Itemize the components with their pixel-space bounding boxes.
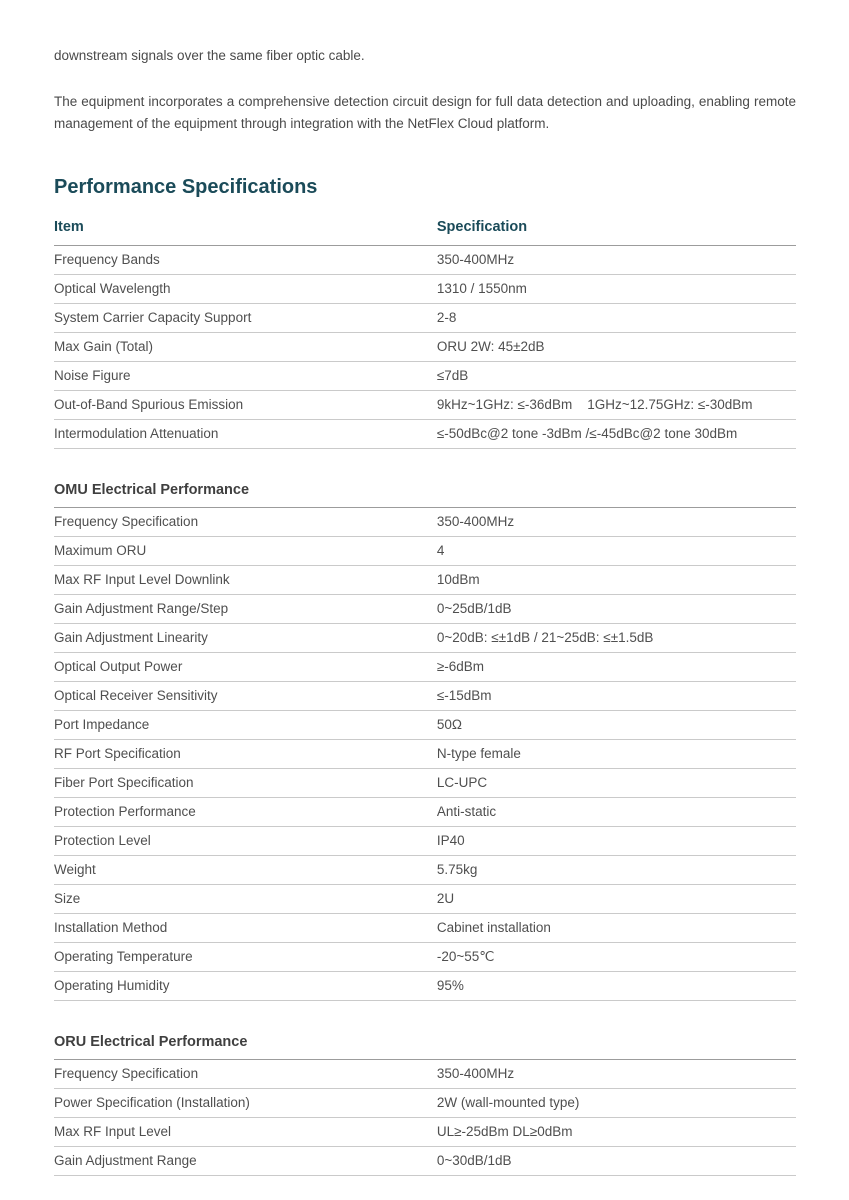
table-row <box>54 1118 796 1147</box>
spec-cell: Cabinet installation <box>437 914 796 943</box>
item-cell: RF Port Specification <box>54 740 437 769</box>
table-row <box>54 537 796 566</box>
table-row <box>54 566 796 595</box>
item-cell: Noise Figure <box>54 362 437 391</box>
table-row <box>54 304 796 333</box>
performance-spec-table <box>54 213 796 449</box>
table-row <box>54 1060 796 1089</box>
item-cell: Protection Performance <box>54 798 437 827</box>
table-row <box>54 711 796 740</box>
spec-cell: LC-UPC <box>437 769 796 798</box>
spec-cell: UL≥-25dBm DL≥0dBm <box>437 1118 796 1147</box>
specification-column-header: Specification <box>437 213 796 246</box>
spec-cell: ≤7dB <box>437 362 796 391</box>
item-cell: Frequency Specification <box>54 1060 437 1089</box>
table-row <box>54 740 796 769</box>
table-row <box>54 798 796 827</box>
spec-cell: ≥-6dBm <box>437 653 796 682</box>
table-row <box>54 1089 796 1118</box>
table-row <box>54 769 796 798</box>
spec-cell: -20~55℃ <box>437 943 796 972</box>
table-row <box>54 362 796 391</box>
item-cell: Power Specification (Installation) <box>54 1089 437 1118</box>
spec-cell: 2-8 <box>437 304 796 333</box>
item-cell: Frequency Bands <box>54 246 437 275</box>
item-cell: Max RF Input Level <box>54 1118 437 1147</box>
table-row <box>54 856 796 885</box>
item-cell: Weight <box>54 856 437 885</box>
spec-cell: 0~20dB: ≤±1dB / 21~25dB: ≤±1.5dB <box>437 624 796 653</box>
item-cell: Intermodulation Attenuation <box>54 420 437 449</box>
spec-cell: 2W (wall-mounted type) <box>437 1089 796 1118</box>
item-cell: Gain Adjustment Range/Step <box>54 595 437 624</box>
item-cell: Protection Level <box>54 827 437 856</box>
spec-cell: N-type female <box>437 740 796 769</box>
table-row <box>54 827 796 856</box>
intro-paragraph: The equipment incorporates a comprehensive detection circuit design for full data detection and uploading, enabling remote management of the equipment through integration with the NetFlex Cloud platform. <box>54 94 796 131</box>
item-cell: Installation Method <box>54 914 437 943</box>
table-row <box>54 943 796 972</box>
item-cell: Frequency Specification <box>54 508 437 537</box>
spec-cell: 50Ω <box>437 711 796 740</box>
spec-cell: 2U <box>437 885 796 914</box>
spec-cell: 9kHz~1GHz: ≤-36dBm 1GHz~12.75GHz: ≤-30dBm <box>437 391 796 420</box>
omu-spec-table <box>54 508 796 1001</box>
oru-section-title: ORU Electrical Performance <box>54 1001 796 1060</box>
item-cell: Optical Output Power <box>54 653 437 682</box>
item-cell: Max Gain (Total) <box>54 333 437 362</box>
item-cell: Gain Adjustment Linearity <box>54 624 437 653</box>
table-row <box>54 682 796 711</box>
spec-cell: 4 <box>437 537 796 566</box>
item-cell: Max RF Input Level Downlink <box>54 566 437 595</box>
table-row <box>54 246 796 275</box>
spec-cell: ≤-15dBm <box>437 682 796 711</box>
table-row <box>54 391 796 420</box>
table-header-row <box>54 213 796 246</box>
item-cell: Gain Adjustment Range <box>54 1147 437 1176</box>
spec-cell: ORU 2W: 45±2dB <box>437 333 796 362</box>
spec-cell: Anti-static <box>437 798 796 827</box>
item-cell: Optical Receiver Sensitivity <box>54 682 437 711</box>
item-cell: Fiber Port Specification <box>54 769 437 798</box>
table-row <box>54 595 796 624</box>
spec-cell: 95% <box>437 972 796 1001</box>
spec-cell: 0~25dB/1dB <box>437 595 796 624</box>
item-cell: Operating Temperature <box>54 943 437 972</box>
spec-cell: 0~30dB/1dB <box>437 1147 796 1176</box>
spec-cell: 350-400MHz <box>437 508 796 537</box>
table-row <box>54 624 796 653</box>
table-row <box>54 1147 796 1176</box>
spec-cell: ≤-50dBc@2 tone -3dBm /≤-45dBc@2 tone 30dBm <box>437 420 796 449</box>
item-cell: Optical Wavelength <box>54 275 437 304</box>
item-cell: System Carrier Capacity Support <box>54 304 437 333</box>
spec-cell: 5.75kg <box>437 856 796 885</box>
table-row <box>54 275 796 304</box>
item-cell: Maximum ORU <box>54 537 437 566</box>
table-row <box>54 420 796 449</box>
table-row <box>54 914 796 943</box>
item-cell: Port Impedance <box>54 711 437 740</box>
item-cell: Out-of-Band Spurious Emission <box>54 391 437 420</box>
table-row <box>54 972 796 1001</box>
table-row <box>54 333 796 362</box>
oru-spec-table <box>54 1060 796 1176</box>
page-title: Performance Specifications <box>54 176 318 198</box>
table-row <box>54 508 796 537</box>
item-cell: Size <box>54 885 437 914</box>
spec-cell: 10dBm <box>437 566 796 595</box>
spec-cell: IP40 <box>437 827 796 856</box>
spec-cell: 350-400MHz <box>437 246 796 275</box>
table-row <box>54 885 796 914</box>
table-row <box>54 653 796 682</box>
omu-section-title: OMU Electrical Performance <box>54 449 796 508</box>
intro-line: downstream signals over the same fiber optic cable. <box>54 48 365 63</box>
spec-cell: 350-400MHz <box>437 1060 796 1089</box>
item-cell: Operating Humidity <box>54 972 437 1001</box>
item-column-header: Item <box>54 213 437 246</box>
spec-cell: 1310 / 1550nm <box>437 275 796 304</box>
